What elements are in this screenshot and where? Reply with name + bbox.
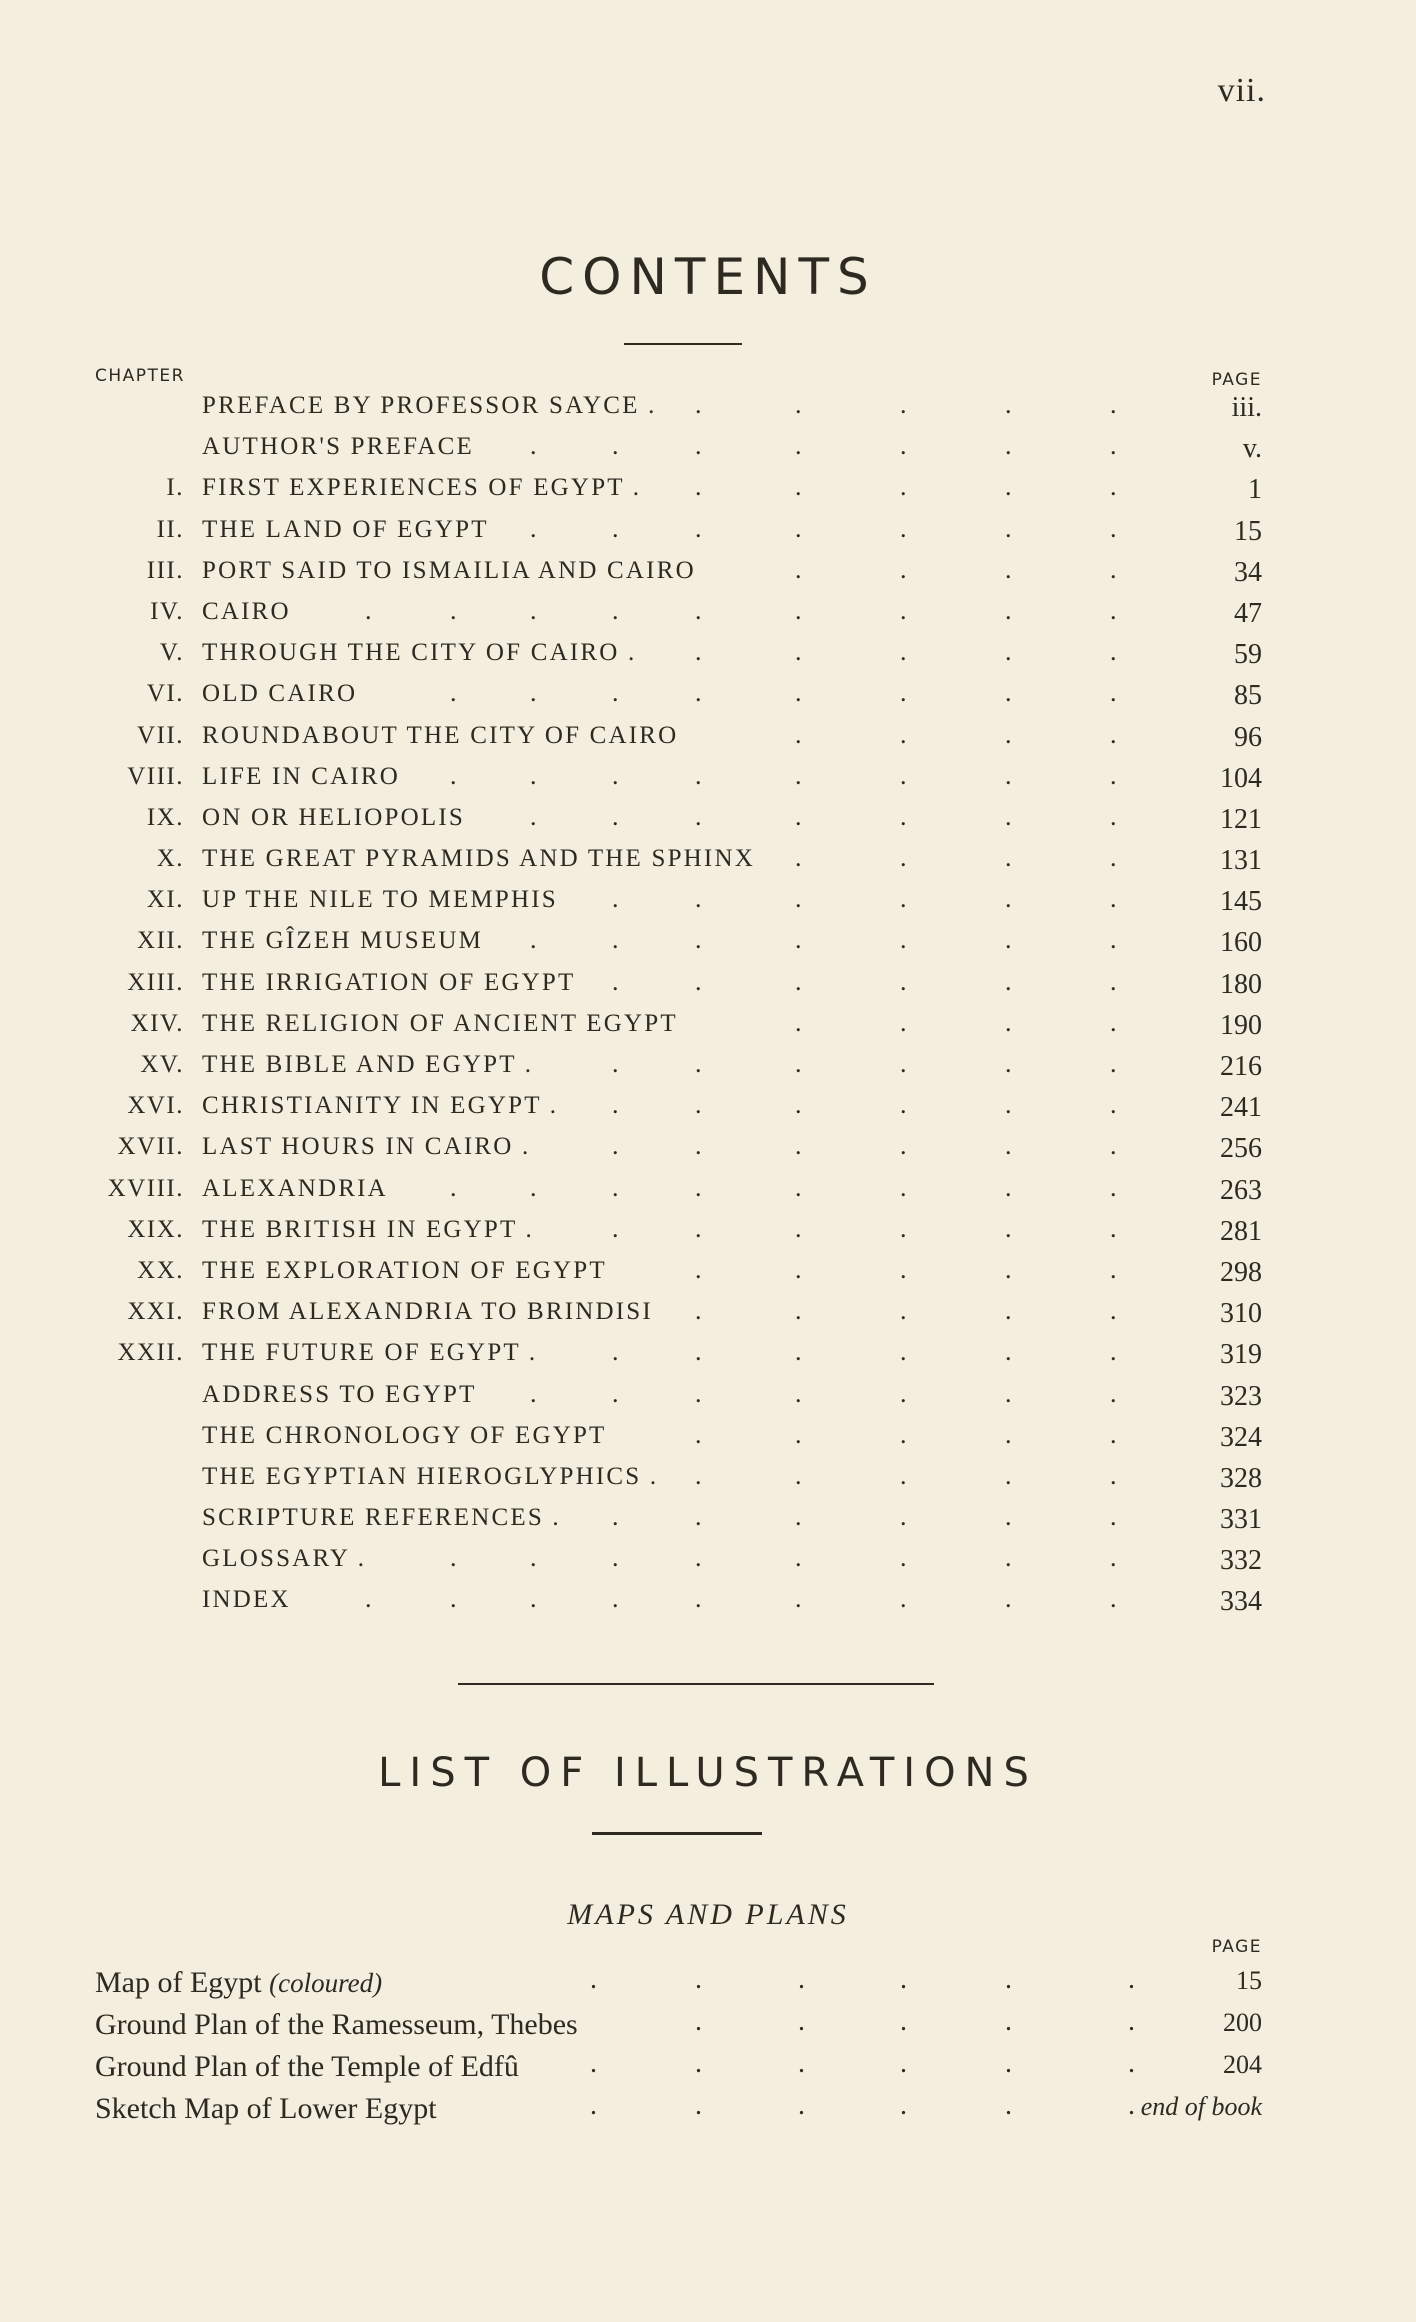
map-note: (coloured) [269,1968,383,1998]
chapter-title: FIRST EXPERIENCES OF EGYPT . [202,474,642,502]
leader-dots: . . . . [795,719,1117,749]
chapter-page: 190 [1220,1009,1262,1041]
chapter-title: THE BRITISH IN EGYPT . [202,1215,534,1243]
chapter-title: LIFE IN CAIRO [202,762,401,790]
chapter-title: THE IRRIGATION OF EGYPT [202,968,576,996]
chapter-page: 104 [1220,762,1262,794]
contents-entry [0,1418,1416,1459]
chapter-number: XVIII. [107,1174,184,1202]
chapter-title: THE CHRONOLOGY OF EGYPT [202,1421,607,1449]
map-title-text: Sketch Map of Lower Egypt [95,2092,437,2125]
leader-dots: . . . . . [695,472,1117,502]
contents-entry [0,1171,1416,1212]
contents-entry [0,1129,1416,1170]
chapter-page: 281 [1220,1215,1262,1247]
leader-dots: . . . . . . [590,1964,1135,1995]
leader-dots: . . . . . . [612,1502,1117,1532]
leader-dots: . . . . . . [612,1213,1117,1243]
leader-dots: . . . . . [695,1460,1117,1490]
contents-entry [0,1047,1416,1088]
chapter-title: PORT SAID TO ISMAILIA AND CAIRO [202,556,696,584]
contents-entry [0,1212,1416,1253]
contents-entry [0,512,1416,553]
leader-dots: . . . . [795,554,1117,584]
chapter-number: XII. [137,927,184,955]
leader-dots: . . . . . . . . [450,678,1117,708]
chapter-page: 160 [1220,927,1262,959]
contents-entry [0,1541,1416,1582]
chapter-number: X. [156,845,184,873]
contents-entry [0,923,1416,964]
page-number: vii. [1217,72,1266,109]
contents-entry [0,841,1416,882]
chapter-page: 324 [1220,1421,1262,1453]
chapter-column-header: CHAPTER [95,366,185,386]
leader-dots: . . . . . . . . . [365,1584,1117,1614]
maps-page-column-header: PAGE [1211,1937,1262,1957]
map-page: 200 [1223,2008,1262,2037]
leader-dots: . . . . . . [612,1337,1117,1367]
map-page: 15 [1236,1966,1262,1995]
leader-dots: . . . . . . [612,1090,1117,1120]
contents-title-rule [624,343,742,345]
contents-entry [0,1582,1416,1623]
contents-title: CONTENTS [539,248,877,306]
maps-and-plans-heading: MAPS AND PLANS [567,1898,849,1931]
leader-dots: . . . . [795,843,1117,873]
contents-entry [0,759,1416,800]
chapter-title: THE GREAT PYRAMIDS AND THE SPHINX [202,845,755,873]
illustrations-title-rule [592,1832,762,1835]
chapter-number: III. [146,556,184,584]
leader-dots: . . . . [795,1007,1117,1037]
chapter-number: VI. [146,680,184,708]
map-page: 204 [1223,2050,1262,2079]
chapter-page: 131 [1220,845,1262,877]
leader-dots: . . . . . [695,390,1117,419]
leader-dots: . . . . . [695,637,1117,667]
chapter-number: XXI. [127,1298,184,1326]
chapter-title: PREFACE BY PROFESSOR SAYCE . [202,392,657,419]
maps-list [0,1966,1416,2134]
contents-entry [0,470,1416,511]
chapter-page: 145 [1220,886,1262,918]
contents-entry [0,965,1416,1006]
contents-entry [0,594,1416,635]
chapter-page: 331 [1220,1504,1262,1536]
chapter-page: 85 [1234,680,1262,712]
chapter-number: XIX. [127,1215,184,1243]
chapter-title: UP THE NILE TO MEMPHIS [202,886,558,914]
leader-dots: . . . . . [695,1419,1117,1449]
contents-entry [0,882,1416,923]
chapter-number: XIV. [130,1009,184,1037]
chapter-page: 121 [1220,803,1262,835]
chapter-title: OLD CAIRO [202,680,358,708]
chapter-number: XV. [140,1051,184,1078]
chapter-page: 298 [1220,1256,1262,1288]
map-entry [0,2008,1416,2050]
chapter-title: THE EXPLORATION OF EGYPT [202,1256,607,1284]
chapter-title: LAST HOURS IN CAIRO . [202,1133,531,1161]
chapter-number: XX. [137,1256,184,1284]
chapter-page: 59 [1234,639,1262,671]
chapter-title: GLOSSARY . [202,1545,367,1573]
leader-dots: . . . . . . [612,966,1117,996]
leader-dots: . . . . . . . . [450,1172,1117,1202]
leader-dots: . . . . . [695,2006,1135,2037]
section-divider [458,1683,934,1685]
chapter-page: 256 [1220,1133,1262,1165]
map-title-text: Map of Egypt [95,1966,262,1999]
contents-entry [0,1500,1416,1541]
chapter-number: VIII. [127,762,184,790]
map-title-text: Ground Plan of the Temple of Edfû [95,2050,519,2083]
chapter-number: II. [156,515,184,543]
chapter-title: ADDRESS TO EGYPT [202,1380,477,1408]
map-entry [0,2050,1416,2092]
chapter-page: 96 [1234,721,1262,753]
leader-dots: . . . . . . [612,884,1117,914]
chapter-title: ROUNDABOUT THE CITY OF CAIRO [202,721,679,749]
chapter-title: ON OR HELIOPOLIS [202,803,465,831]
chapter-page: 328 [1220,1462,1262,1494]
chapter-title: CHRISTIANITY IN EGYPT . [202,1092,559,1120]
chapter-page: 263 [1220,1174,1262,1206]
chapter-page: v. [1242,433,1262,465]
leader-dots: . . . . . . [590,2090,1135,2121]
chapter-page: 323 [1220,1380,1262,1412]
contents-entry [0,635,1416,676]
leader-dots: . . . . . . . . [450,1543,1117,1573]
chapter-page: 319 [1220,1339,1262,1371]
leader-dots: . . . . . [695,1254,1117,1284]
leader-dots: . . . . . . [612,1131,1117,1161]
contents-entry [0,1294,1416,1335]
chapter-number: IV. [150,597,184,625]
chapter-title: THE LAND OF EGYPT [202,515,489,543]
leader-dots: . . . . . . . [530,925,1117,955]
map-entry [0,1966,1416,2008]
chapter-page: 47 [1234,597,1262,629]
chapter-page: 216 [1220,1051,1262,1082]
leader-dots: . . . . . . . [530,801,1117,831]
contents-entry [0,553,1416,594]
contents-entry [0,429,1416,470]
chapter-title: THROUGH THE CITY OF CAIRO . [202,639,637,667]
chapter-number: XI. [146,886,184,914]
chapter-page: 334 [1220,1586,1262,1618]
chapter-number: V. [159,639,184,667]
chapter-number: XXII. [117,1339,184,1367]
contents-entry [0,1335,1416,1376]
chapter-page: 332 [1220,1545,1262,1577]
contents-entry [0,388,1416,429]
leader-dots: . . . . . [695,1296,1117,1326]
chapter-title: THE BIBLE AND EGYPT . [202,1051,534,1078]
chapter-title: INDEX [202,1586,291,1614]
map-page: end of book [1140,2092,1262,2121]
contents-entry [0,800,1416,841]
chapter-number: VII. [137,721,184,749]
contents-entry [0,676,1416,717]
chapter-title: ALEXANDRIA [202,1174,388,1202]
map-entry [0,2092,1416,2134]
chapter-page: iii. [1231,392,1262,423]
contents-entry [0,1377,1416,1418]
page-column-header: PAGE [1211,370,1262,390]
chapter-number: I. [166,474,184,502]
contents-entry [0,718,1416,759]
illustrations-title: LIST OF ILLUSTRATIONS [378,1750,1038,1796]
chapter-title: THE EGYPTIAN HIEROGLYPHICS . [202,1462,659,1490]
chapter-page: 15 [1234,515,1262,547]
chapter-title: THE RELIGION OF ANCIENT EGYPT [202,1009,678,1037]
chapter-title: AUTHOR'S PREFACE [202,433,474,461]
leader-dots: . . . . . . . [530,431,1117,461]
chapter-title: FROM ALEXANDRIA TO BRINDISI [202,1298,653,1326]
chapter-number: XVI. [127,1092,184,1120]
chapter-number: IX. [146,803,184,831]
leader-dots: . . . . . . [590,2048,1135,2079]
chapter-page: 34 [1234,556,1262,588]
chapter-page: 180 [1220,968,1262,1000]
map-title-text: Ground Plan of the Ramesseum, Thebes [95,2008,578,2041]
chapter-title: CAIRO [202,597,291,625]
contents-entry [0,1253,1416,1294]
contents-entry [0,1006,1416,1047]
contents-list [0,388,1416,1624]
chapter-title: SCRIPTURE REFERENCES . [202,1504,561,1532]
chapter-number: XVII. [117,1133,184,1161]
chapter-page: 1 [1248,474,1262,506]
chapter-page: 241 [1220,1092,1262,1124]
contents-entry [0,1459,1416,1500]
chapter-title: THE FUTURE OF EGYPT . [202,1339,538,1367]
chapter-number: XIII. [127,968,184,996]
contents-entry [0,1088,1416,1129]
leader-dots: . . . . . . . . . [365,595,1117,625]
leader-dots: . . . . . . . [530,513,1117,543]
chapter-page: 310 [1220,1298,1262,1330]
leader-dots: . . . . . . [612,1049,1117,1078]
leader-dots: . . . . . . . . [450,760,1117,790]
leader-dots: . . . . . . . [530,1378,1117,1408]
chapter-title: THE GÎZEH MUSEUM [202,927,484,955]
